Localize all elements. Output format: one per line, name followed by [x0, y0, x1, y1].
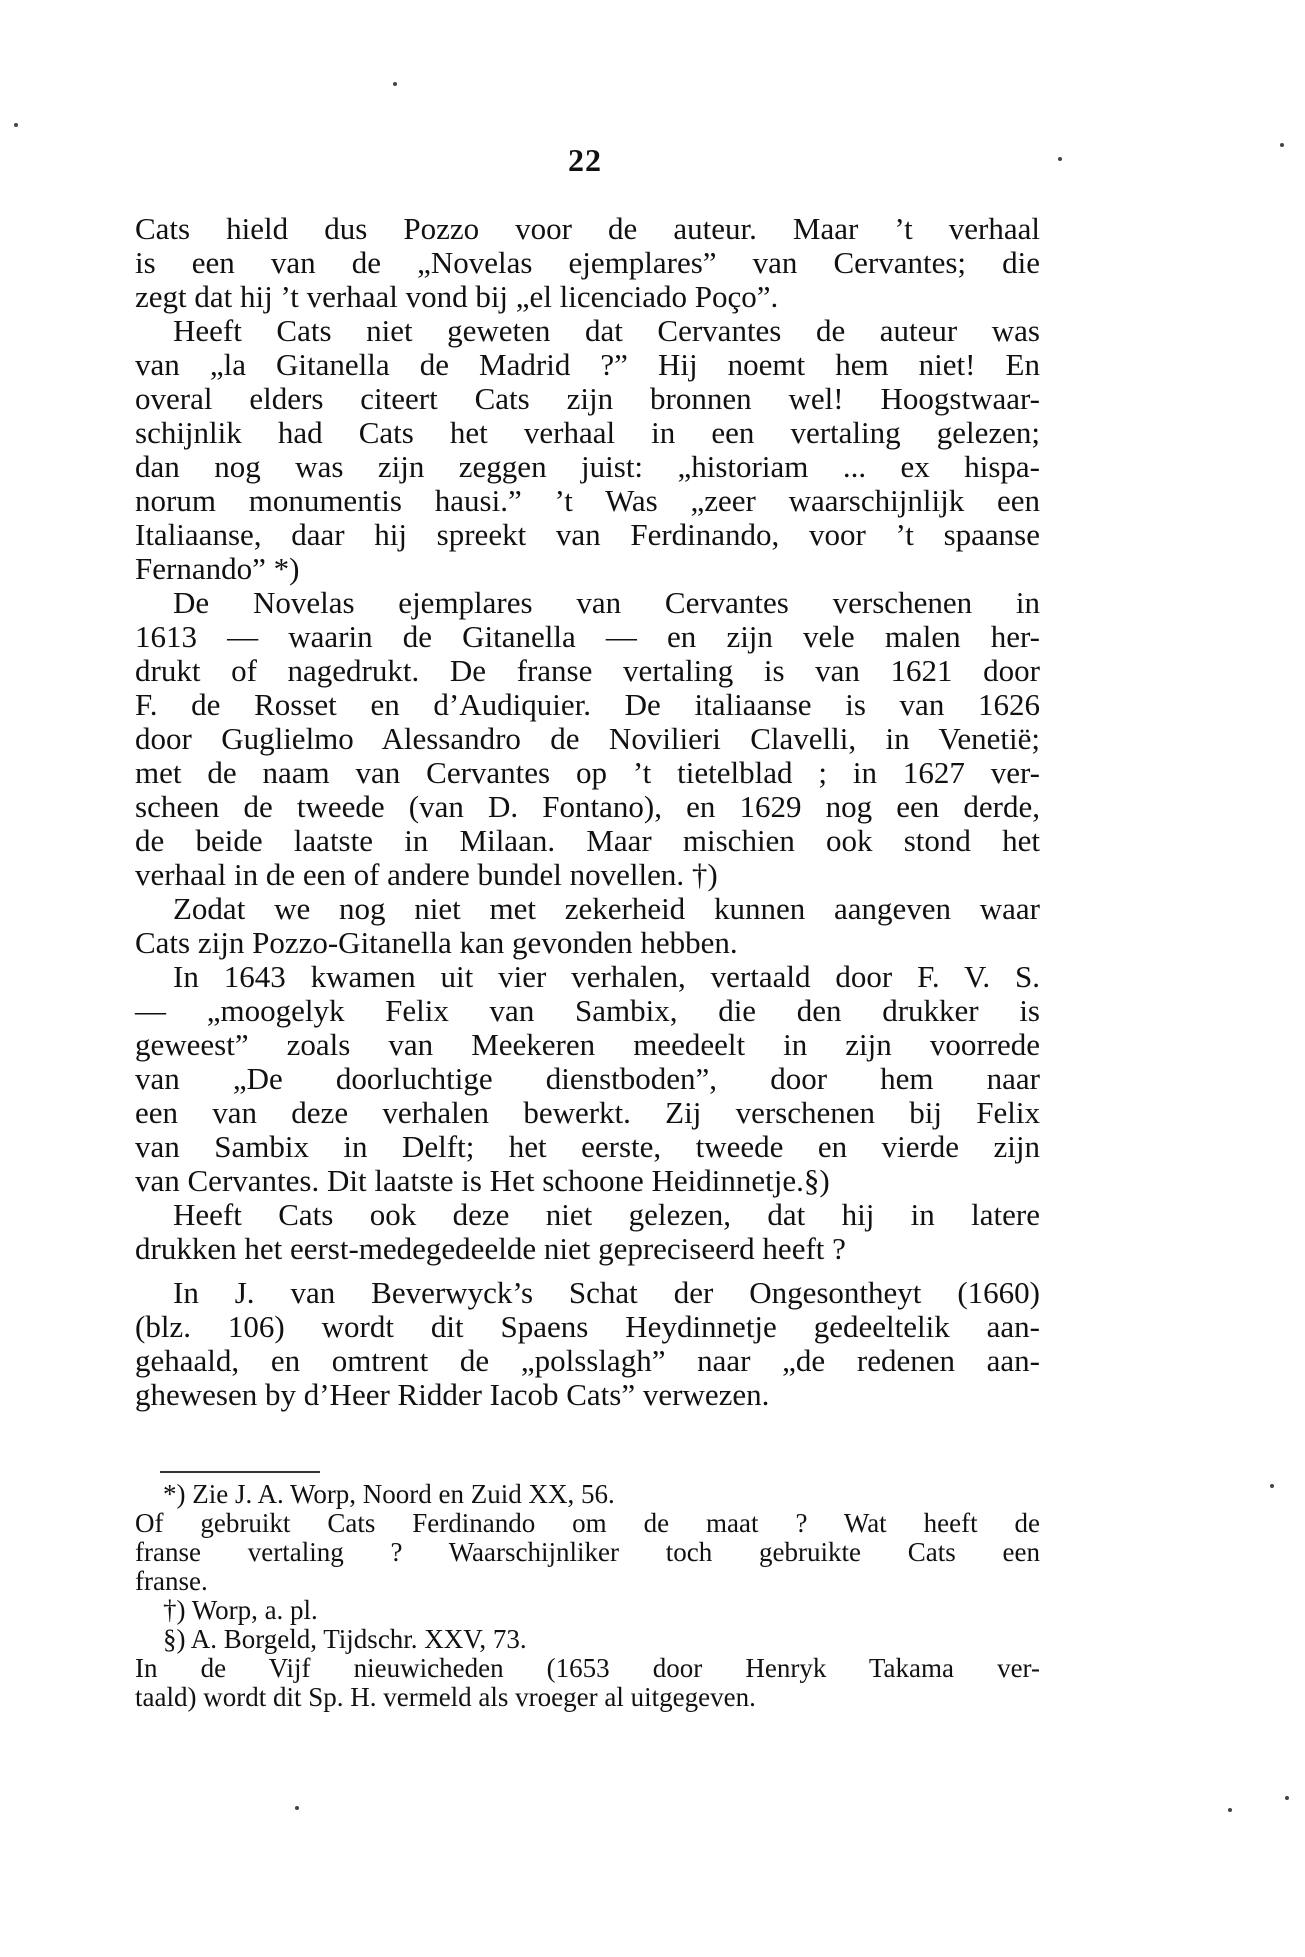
- scan-speck: [1280, 143, 1284, 147]
- text-line: overal elders citeert Cats zijn bronnen wel! Hoogstwaar-: [135, 381, 1040, 416]
- text-line: van „la Gitanella de Madrid ?” Hij noemt hem niet! En: [135, 347, 1040, 382]
- text-line: De Novelas ejemplares van Cervantes verschenen in: [173, 585, 1040, 620]
- scan-speck: [1228, 1808, 1232, 1812]
- text-line: F. de Rosset en d’Audiquier. De italiaanse is van 1626: [135, 687, 1040, 722]
- text-line: van „De doorluchtige dienstboden”, door hem naar: [135, 1061, 1040, 1096]
- text-line: Cats hield dus Pozzo voor de auteur. Maar ’t verhaal: [135, 211, 1040, 246]
- scan-speck: [14, 123, 18, 127]
- text-line: is een van de „Novelas ejemplares” van Cervantes; die: [135, 245, 1040, 280]
- text-line: Italiaanse, daar hij spreekt van Ferdinando, voor ’t spaanse: [135, 517, 1040, 552]
- text-line: norum monumentis hausi.” ’t Was „zeer waarschijnlijk een: [135, 483, 1040, 518]
- scan-speck: [1058, 157, 1062, 161]
- body-text: [135, 212, 1040, 1412]
- footnote-line: §) A. Borgeld, Tijdschr. XXV, 73.: [163, 1624, 527, 1654]
- text-line: zegt dat hij ’t verhaal vond bij „el licenciado Poço”.: [135, 279, 779, 314]
- text-line: door Guglielmo Alessandro de Novilieri Clavelli, in Venetië;: [135, 721, 1040, 756]
- text-line: verhaal in de een of andere bundel novellen. †): [135, 857, 718, 892]
- scan-speck: [393, 82, 397, 86]
- footnote-line: In de Vijf nieuwicheden (1653 door Henryk Takama ver-: [135, 1653, 1040, 1683]
- text-line: dan nog was zijn zeggen juist: „historiam ... ex hispa-: [135, 449, 1040, 484]
- text-line: met de naam van Cervantes op ’t tietelblad ; in 1627 ver-: [135, 755, 1040, 790]
- text-line: van Cervantes. Dit laatste is Het schoone Heidinnetje.§): [135, 1163, 830, 1198]
- text-line: Fernando” *): [135, 551, 300, 586]
- text-line: — „moogelyk Felix van Sambix, die den drukker is: [135, 993, 1040, 1028]
- footnotes: [135, 1480, 1040, 1712]
- footnote-line: Of gebruikt Cats Ferdinando om de maat ? Wat heeft de: [135, 1508, 1040, 1538]
- scan-speck: [1285, 1796, 1289, 1800]
- text-line: scheen de tweede (van D. Fontano), en 1629 nog een derde,: [135, 789, 1040, 824]
- scan-speck: [1270, 1484, 1274, 1488]
- footnote-line: taald) wordt dit Sp. H. vermeld als vroeger al uitgegeven.: [135, 1682, 756, 1712]
- text-line: schijnlik had Cats het verhaal in een vertaling gelezen;: [135, 415, 1040, 450]
- text-line: drukken het eerst-medegedeelde niet gepreciseerd heeft ?: [135, 1231, 846, 1266]
- text-line: geweest” zoals van Meekeren meedeelt in zijn voorrede: [135, 1027, 1040, 1062]
- footnote-line: *) Zie J. A. Worp, Noord en Zuid XX, 56.: [163, 1479, 615, 1509]
- text-line: van Sambix in Delft; het eerste, tweede en vierde zijn: [135, 1129, 1040, 1164]
- footnote-line: franse.: [135, 1566, 208, 1596]
- text-line: gehaald, en omtrent de „polsslagh” naar „de redenen aan-: [135, 1343, 1040, 1378]
- text-line: Heeft Cats ook deze niet gelezen, dat hij in latere: [173, 1197, 1040, 1232]
- text-line: drukt of nagedrukt. De franse vertaling is van 1621 door: [135, 653, 1040, 688]
- text-line: Heeft Cats niet geweten dat Cervantes de auteur was: [173, 313, 1040, 348]
- text-line: de beide laatste in Milaan. Maar mischien ook stond het: [135, 823, 1040, 858]
- text-line: Cats zijn Pozzo-Gitanella kan gevonden hebben.: [135, 925, 738, 960]
- text-line: 1613 — waarin de Gitanella — en zijn vele malen her-: [135, 619, 1040, 654]
- text-line: In 1643 kwamen uit vier verhalen, vertaald door F. V. S.: [173, 959, 1040, 994]
- text-line: (blz. 106) wordt dit Spaens Heydinnetje gedeeltelik aan-: [135, 1309, 1040, 1344]
- footnote-separator: [160, 1471, 320, 1473]
- text-line: In J. van Beverwyck’s Schat der Ongesontheyt (1660): [173, 1275, 1040, 1310]
- footnote-line: franse vertaling ? Waarschijnliker toch gebruikte Cats een: [135, 1537, 1040, 1567]
- text-line: Zodat we nog niet met zekerheid kunnen aangeven waar: [173, 891, 1040, 926]
- scan-speck: [295, 1806, 299, 1810]
- text-line: ghewesen by d’Heer Ridder Iacob Cats” verwezen.: [135, 1377, 770, 1412]
- text-line: een van deze verhalen bewerkt. Zij verschenen bij Felix: [135, 1095, 1040, 1130]
- page-number: 22: [568, 142, 602, 178]
- footnote-line: †) Worp, a. pl.: [163, 1595, 318, 1625]
